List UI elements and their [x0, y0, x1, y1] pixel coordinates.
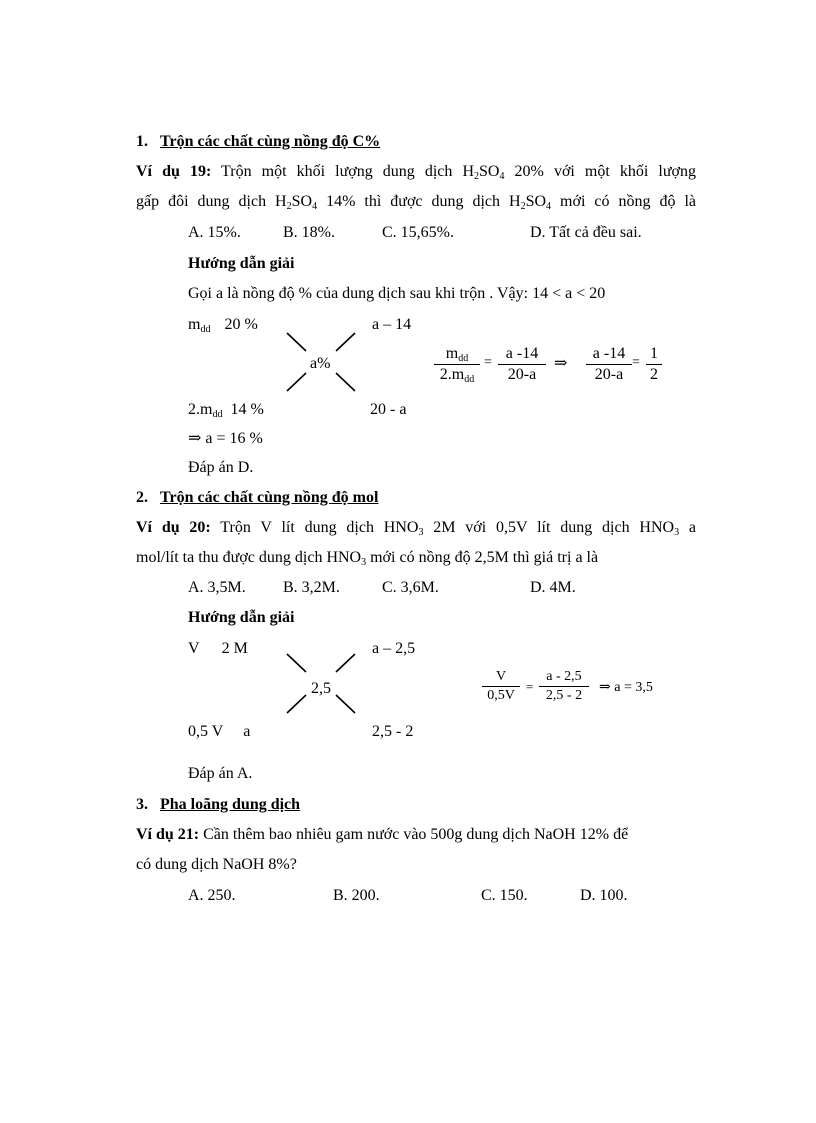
option-b: B. 200.	[333, 887, 380, 904]
cross-line-tl-2	[287, 654, 306, 672]
example-20-line-1: Ví dụ 20: Trộn V lít dung dịch $HNO_3$ 2M với 0,5V lít dung dịch $HNO_3$ a	[136, 519, 697, 538]
example-19-line-2: gấp đôi dung dịch $H_2SO_4$ 14% thì được dung dịch $H_2SO_4$ mới có nồng độ là	[136, 193, 697, 212]
diagram-center: a%	[310, 355, 331, 372]
example-21-line-2: có dung dịch NaOH 8%?	[136, 856, 297, 873]
diagram-center: 2,5	[311, 680, 331, 697]
eq1-fraction-2: $\frac{a -14}{20-a}$	[498, 346, 546, 383]
section-number: 1.	[136, 133, 148, 150]
eq2-equals: =	[526, 679, 534, 694]
eq1-implies: ⇒	[554, 355, 568, 372]
option-c: C. 3,6M.	[382, 579, 439, 596]
option-b: B. 3,2M.	[283, 579, 340, 596]
result-line: ⇒ a = 16 %	[188, 430, 263, 447]
example-19-line-1: Ví dụ 19: Trộn một khối lượng dung dịch $H_2SO_4$ 20% với một khối lượng	[136, 163, 696, 182]
option-a: A. 15%.	[188, 224, 241, 241]
eq1-fraction-1: $m_{dd}$ $2.m_{dd}$	[434, 346, 480, 383]
eq2-fraction-1: $\frac{V}{0,5V}$	[482, 670, 520, 703]
cross-line-tr-2	[336, 654, 355, 672]
section-number: 2.	[136, 489, 148, 506]
option-b: B. 18%.	[283, 224, 335, 241]
answer-line: Đáp án A.	[188, 765, 253, 782]
diagram-top-right: a – 2,5	[372, 640, 416, 657]
answer-line: Đáp án D.	[188, 459, 254, 476]
eq1-equals-2: =	[632, 355, 640, 370]
cross-line-br	[336, 373, 355, 391]
example-label: Ví dụ 21:	[136, 826, 200, 843]
option-d: D. Tất cả đều sai.	[530, 224, 642, 241]
diagram-top-right: a – 14	[372, 316, 412, 333]
section-title: Pha loãng dung dịch	[160, 796, 301, 813]
cross-line-bl	[287, 373, 306, 391]
eq1-fraction-3: $\frac{a -14}{20-a}$	[586, 346, 632, 383]
example-label: Ví dụ 19:	[136, 163, 212, 180]
option-c: C. 15,65%.	[382, 224, 454, 241]
cross-line-tl	[287, 333, 306, 351]
guide-text: Gọi a là nồng độ % của dung dịch sau khi trộn . Vậy: 14 < a < 20	[188, 285, 606, 302]
section-2-heading	[136, 490, 378, 506]
diagram-bottom-left: 0,5 V a	[188, 723, 251, 740]
section-number: 3.	[136, 796, 148, 813]
option-d: D. 4M.	[530, 579, 576, 596]
cross-line-br-2	[336, 695, 355, 713]
example-21-line-1: Ví dụ 21: Cần thêm bao nhiêu gam nước vào 500g dung dịch NaOH 12% để	[136, 826, 629, 843]
option-d: D. 100.	[580, 887, 628, 904]
section-title: Trộn các chất cùng nồng độ mol	[160, 489, 379, 506]
cross-line-bl-2	[287, 695, 306, 713]
option-a: A. 250.	[188, 887, 236, 904]
diagram-bottom-right: 2,5 - 2	[372, 723, 414, 740]
option-a: A. 3,5M.	[188, 579, 246, 596]
diagram-top-left: $m_{dd}$ 20 %	[188, 316, 258, 335]
eq1-equals-1: =	[484, 355, 492, 370]
cross-line-tr	[336, 333, 355, 351]
option-c: C. 150.	[481, 887, 528, 904]
section-title: Trộn các chất cùng nồng độ C%	[160, 133, 381, 150]
example-label: Ví dụ 20:	[136, 519, 211, 536]
diagram-bottom-right: 20 - a	[370, 401, 407, 418]
guide-title: Hướng dẫn giải	[188, 255, 295, 272]
example-20-line-2: mol/lít ta thu được dung dịch $HNO_3$ mới có nồng độ 2,5M thì giá trị a là	[136, 549, 599, 568]
diagram-bottom-left: $2.m_{dd}$ 14 %	[188, 401, 264, 420]
guide-title: Hướng dẫn giải	[188, 609, 295, 626]
eq1-fraction-4: $\frac{1}{2}$	[646, 346, 662, 383]
diagram-top-left: V 2 M	[188, 640, 248, 657]
eq2-fraction-2: $\frac{a - 2,5}{2,5 - 2}$	[539, 670, 589, 703]
eq2-result: ⇒ a = 3,5	[599, 680, 653, 695]
section-3-heading	[136, 797, 300, 813]
